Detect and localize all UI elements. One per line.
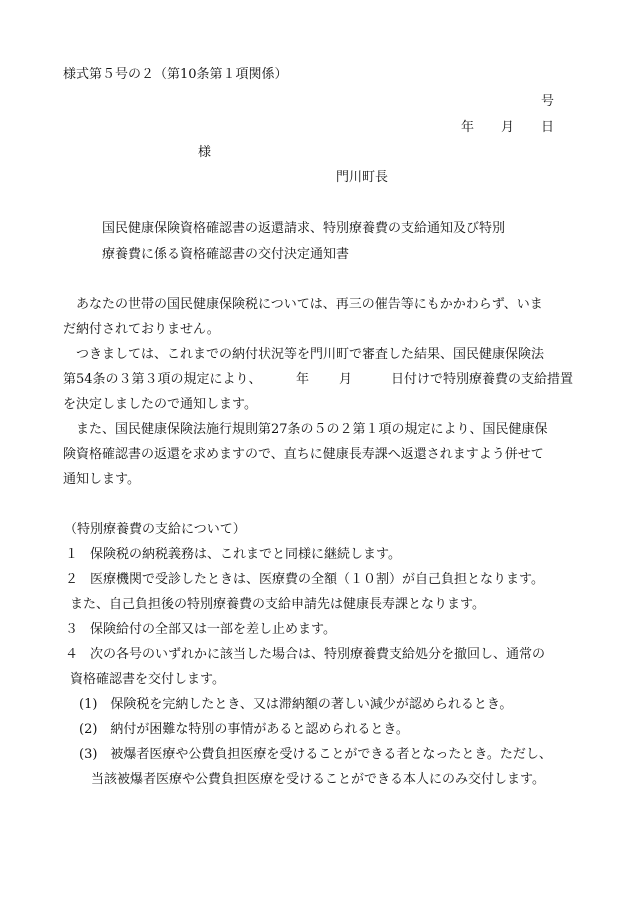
title-line-1: 国民健康保険資格確認書の返還請求、特別療養費の支給通知及び特別 (102, 221, 506, 236)
body-paragraph-3-line-2: 険資格確認書の返還を求めますので、直ちに健康長寿課へ返還されますよう併せて (63, 447, 544, 462)
body-paragraph-1-line-1: あなたの世帯の国民健康保険税については、再三の催告等にもかかわらず、いま (76, 297, 543, 312)
item-1-number: １ (65, 547, 79, 562)
body-paragraph-2-line-1: つきましては、これまでの納付状況等を門川町で審査した結果、国民健康保険法 (76, 347, 545, 362)
body-paragraph-2-month: 月 (339, 372, 353, 387)
item-4-number: ４ (65, 647, 79, 662)
item-1-text: 保険税の納税義務は、これまでと同様に継続します。 (90, 547, 401, 562)
body-paragraph-2-line-2a: 第54条の３第３項の規定により、 (63, 372, 262, 387)
date-day-label: 日 (541, 120, 555, 135)
item-2-continuation: また、自己負担後の特別療養費の支給申請先は健康長寿課となります。 (70, 597, 485, 612)
sub-item-2: (2) 納付が困難な特別の事情があると認められるとき。 (79, 722, 409, 737)
body-paragraph-2-line-3: を決定しましたので通知します。 (63, 397, 257, 412)
item-4-text: 次の各号のいずれかに該当した場合は、特別療養費支給処分を撤回し、通常の (90, 647, 546, 662)
body-paragraph-2-year: 年 (296, 372, 310, 387)
body-paragraph-1-line-2: だ納付されておりません。 (63, 322, 220, 337)
date-month-label: 月 (501, 120, 515, 135)
item-3-number: ３ (65, 622, 79, 637)
sub-item-3-continuation: 当該被爆者医療や公費負担医療を受けることができる本人にのみ交付します。 (91, 772, 545, 787)
item-2-number: ２ (65, 572, 79, 587)
body-paragraph-3-line-3: 通知します。 (63, 472, 140, 487)
title-line-2: 療養費に係る資格確認書の交付決定通知書 (102, 247, 350, 262)
sender-name: 門川町長 (336, 170, 389, 185)
item-2-text: 医療機関で受診したときは、医療費の全額（１０割）が自己負担となります。 (90, 572, 544, 587)
form-label: 様式第５号の２（第10条第１項関係） (63, 67, 288, 82)
number-suffix: 号 (541, 94, 555, 109)
sub-item-3: (3) 被爆者医療や公費負担医療を受けることができる者となったとき。ただし、 (79, 747, 552, 762)
item-4-continuation: 資格確認書を交付します。 (70, 672, 225, 687)
sub-item-1: (1) 保険税を完納したとき、又は滞納額の著しい減少が認められるとき。 (79, 697, 513, 712)
item-3-text: 保険給付の全部又は一部を差し止めます。 (90, 622, 336, 637)
date-year-label: 年 (461, 120, 475, 135)
body-paragraph-2-line-2b: 日付けで特別療養費の支給措置 (391, 372, 574, 387)
addressee-suffix: 様 (198, 145, 212, 160)
body-paragraph-3-line-1: また、国民健康保険法施行規則第27条の５の２第１項の規定により、国民健康保 (76, 422, 548, 437)
section-heading: （特別療養費の支給について） (64, 522, 246, 537)
